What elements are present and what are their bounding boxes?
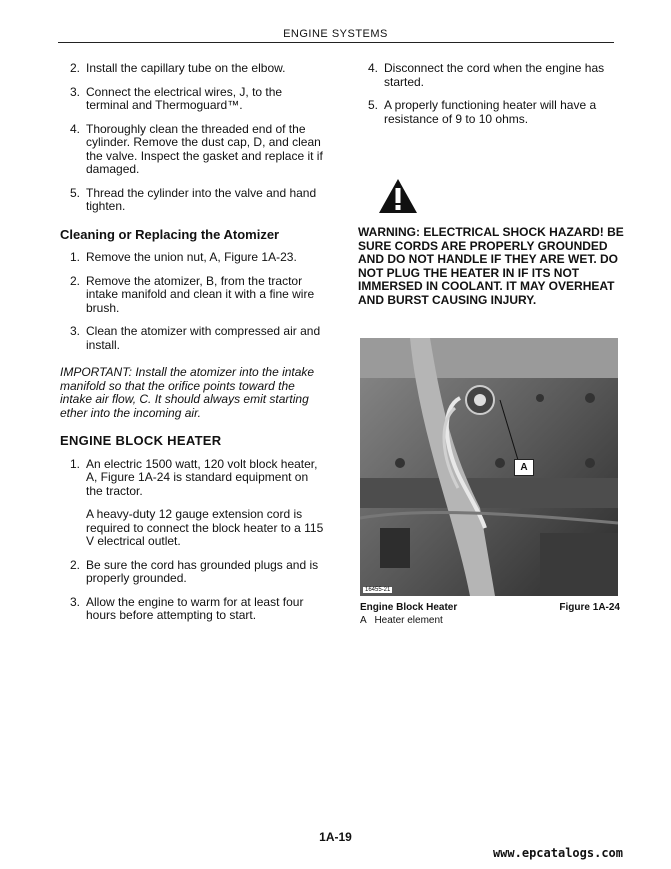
- caption-title: Engine Block Heater: [360, 602, 458, 613]
- step-text: Remove the union nut, A, Figure 1A-23.: [86, 250, 297, 264]
- step-number: 3.: [69, 324, 80, 338]
- step-text: Connect the electrical wires, J, to the terminal and Thermoguard™.: [86, 84, 283, 112]
- step-number: 1.: [69, 250, 80, 264]
- figure-ref-tag: 16455-21: [365, 587, 391, 593]
- list-item: [60, 251, 328, 265]
- callout-label: A: [514, 459, 534, 476]
- step-text: Clean the atomizer with compressed air and install.: [86, 324, 321, 352]
- list-item: [60, 62, 328, 76]
- left-steps-a: [60, 62, 328, 214]
- step-text: Allow the engine to warm for at least four hours before attempting to start.: [86, 594, 304, 622]
- step-text: Be sure the cord has grounded plugs and is properly grounded.: [86, 557, 319, 585]
- list-item: [60, 458, 328, 499]
- figure-photo: [360, 338, 618, 596]
- step-number: 1.: [69, 456, 80, 471]
- list-item: [60, 86, 328, 113]
- step-number: 2.: [69, 557, 80, 572]
- step-number: 5.: [69, 185, 80, 200]
- important-note: IMPORTANT: Install the atomizer into the intake manifold so that the orifice points toward the intake air flow, C. It should always emit starting ether into the incoming air.: [60, 365, 315, 420]
- warning-triangle-icon: [378, 178, 418, 214]
- step-number: 2.: [69, 61, 80, 75]
- step-text: Disconnect the cord when the engine has started.: [384, 61, 605, 89]
- page-number: 1A-19: [319, 830, 352, 844]
- list-item: [358, 99, 624, 126]
- list-item: [60, 596, 328, 623]
- right-column: [358, 62, 624, 307]
- page-header: ENGINE SYSTEMS: [283, 28, 388, 40]
- step-number: 2.: [69, 273, 80, 288]
- extension-cord-note: A heavy-duty 12 gauge extension cord is required to connect the block heater to a 115 V electrical outlet.: [86, 507, 324, 548]
- step-text: Thoroughly clean the threaded end of the cylinder. Remove the dust cap, D, and clean the valve. Inspect the gasket and replace it if damaged.: [86, 121, 323, 176]
- list-item: [60, 123, 328, 177]
- list-item: [358, 62, 624, 89]
- warning-text: WARNING: ELECTRICAL SHOCK HAZARD! BE SURE CORDS ARE PROPERLY GROUNDED AND DO NOT HANDLE IF THEY ARE WET. DO NOT PLUG THE HEATER IN IF ITS NOT IMMERSED IN COOLANT. IT MAY OVERHEAT AND BURST CAUSING INJURY.: [358, 225, 624, 307]
- step-number: 4.: [69, 121, 80, 136]
- figure-caption: [360, 602, 620, 613]
- list-item: [60, 325, 328, 352]
- list-item: [60, 275, 328, 316]
- step-text: Thread the cylinder into the valve and hand tighten.: [86, 185, 317, 213]
- step-text: A properly functioning heater will have a resistance of 9 to 10 ohms.: [384, 98, 597, 126]
- step-number: 3.: [69, 594, 80, 609]
- engine-block-photo: [360, 338, 618, 596]
- caption-number: Figure 1A-24: [559, 602, 620, 613]
- header-rule: [58, 42, 614, 43]
- list-item: [60, 187, 328, 214]
- watermark: www.epcatalogs.com: [492, 846, 623, 860]
- step-number: 3.: [69, 84, 80, 99]
- step-number: 4.: [367, 61, 378, 75]
- atomizer-heading: Cleaning or Replacing the Atomizer: [60, 226, 280, 242]
- step-text: Install the capillary tube on the elbow.: [86, 61, 286, 75]
- step-text: An electric 1500 watt, 120 volt block heater, A, Figure 1A-24 is standard equipment on the tractor.: [86, 456, 318, 498]
- list-item: [60, 559, 328, 586]
- step-text: Remove the atomizer, B, from the tractor intake manifold and clean it with a fine wire brush.: [86, 273, 315, 315]
- left-column: [60, 62, 328, 633]
- step-number: 5.: [367, 98, 378, 112]
- heater-heading: ENGINE BLOCK HEATER: [60, 433, 222, 448]
- caption-legend: A Heater element: [360, 615, 443, 626]
